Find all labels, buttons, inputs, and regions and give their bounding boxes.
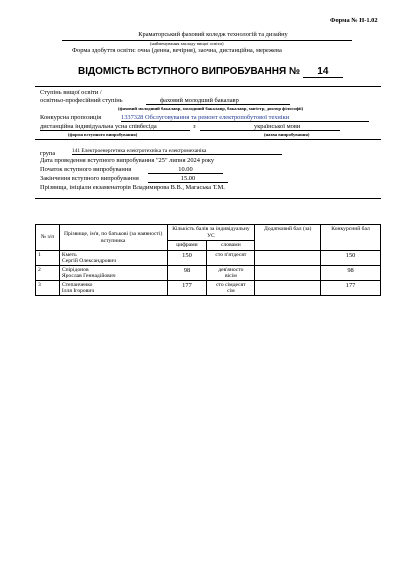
proposal-value-1: 1337328 Обслуговування та ремонт електропобутової техніки xyxy=(121,114,369,122)
proposal-value-2: дистанційна індивідуальна усна співбесіда xyxy=(40,123,190,131)
row-name: Кметь Сергій Олександрович xyxy=(59,251,167,266)
proposal-subject: української мови xyxy=(200,123,340,131)
proposal-connector: з xyxy=(193,123,196,130)
row-num: 2 xyxy=(36,266,60,281)
row-total: 177 xyxy=(321,281,381,296)
row-num: 1 xyxy=(36,251,60,266)
header-score-words: словами xyxy=(207,241,255,251)
institution-name: Краматорський фаховий коледж технологій та дизайну xyxy=(138,31,288,38)
row-extra xyxy=(255,251,321,266)
table-row xyxy=(36,266,381,281)
statement-number: 14 xyxy=(303,66,343,78)
examiners: Прізвища, ініціали екзаменаторів Владимирова В.В., Магаська Т.М. xyxy=(40,184,225,191)
start-time-value: 10.00 xyxy=(148,166,223,174)
institution-caption: (найменування закладу вищої освіти) xyxy=(150,41,224,46)
header-score: Кількість балів за індивідуальну УС xyxy=(167,225,255,241)
end-time-label: Закінчення вступного випробування xyxy=(40,175,139,182)
row-words: сто п'ятдесят xyxy=(207,251,255,266)
exam-date: Дата проведення вступного випробування "25" липня 2024 року xyxy=(40,157,215,164)
header-score-digits: цифрами xyxy=(167,241,207,251)
group-label: група xyxy=(40,150,56,157)
row-digits: 98 xyxy=(167,266,207,281)
study-form-label: Форма здобуття освіти: xyxy=(72,47,136,54)
start-time-label: Початок вступного випробування xyxy=(40,166,132,173)
degree-caption: (фаховий молодший бакалавр, молодший бакалавр, бакалавр, магістр, доктор філософії) xyxy=(118,106,304,111)
header-total: Конкурсний бал xyxy=(321,225,381,251)
header-extra: Додатковий бал (за) xyxy=(255,225,321,251)
form-label: Форма № Н-1.02 xyxy=(330,17,378,24)
header-name: Прізвище, ім'я, по батькові (за наявності) вступника xyxy=(59,225,167,251)
header-num: № з/п xyxy=(36,225,60,251)
row-digits: 177 xyxy=(167,281,207,296)
row-num: 3 xyxy=(36,281,60,296)
row-extra xyxy=(255,281,321,296)
degree-label-2: освітньо-професійний ступінь xyxy=(40,97,123,104)
row-name: Степанченко Ілля Ігорович xyxy=(59,281,167,296)
proposal-caption-form: (форма вступного випробування) xyxy=(68,132,138,137)
row-total: 98 xyxy=(321,266,381,281)
row-extra xyxy=(255,266,321,281)
row-name: Спірідонов Ярослав Геннадійович xyxy=(59,266,167,281)
row-total: 150 xyxy=(321,251,381,266)
table-header-row xyxy=(36,225,381,241)
row-digits: 150 xyxy=(167,251,207,266)
end-time-value: 15.00 xyxy=(148,175,228,183)
degree-value: фаховий молодший бакалавр xyxy=(146,97,290,105)
study-form-line xyxy=(72,47,282,54)
study-form-value: очна (денна, вечірня), заочна, дистанційна, мережева xyxy=(137,47,282,54)
row-words: сто сімдесят сім xyxy=(207,281,255,296)
proposal-caption-subject: (назва випробування) xyxy=(264,132,310,137)
table-row xyxy=(36,251,381,266)
results-table xyxy=(35,224,381,296)
proposal-label: Конкурсна пропозиція xyxy=(40,114,102,121)
table-row xyxy=(36,281,381,296)
degree-label-1: Ступінь вищої освіти / xyxy=(40,89,102,96)
row-words: дев'яносто вісім xyxy=(207,266,255,281)
page-title: ВІДОМІСТЬ ВСТУПНОГО ВИПРОБУВАННЯ № 14 xyxy=(78,66,343,78)
group-value: 141 Електроенергетика електротехніка та електромеханіка xyxy=(72,148,282,155)
